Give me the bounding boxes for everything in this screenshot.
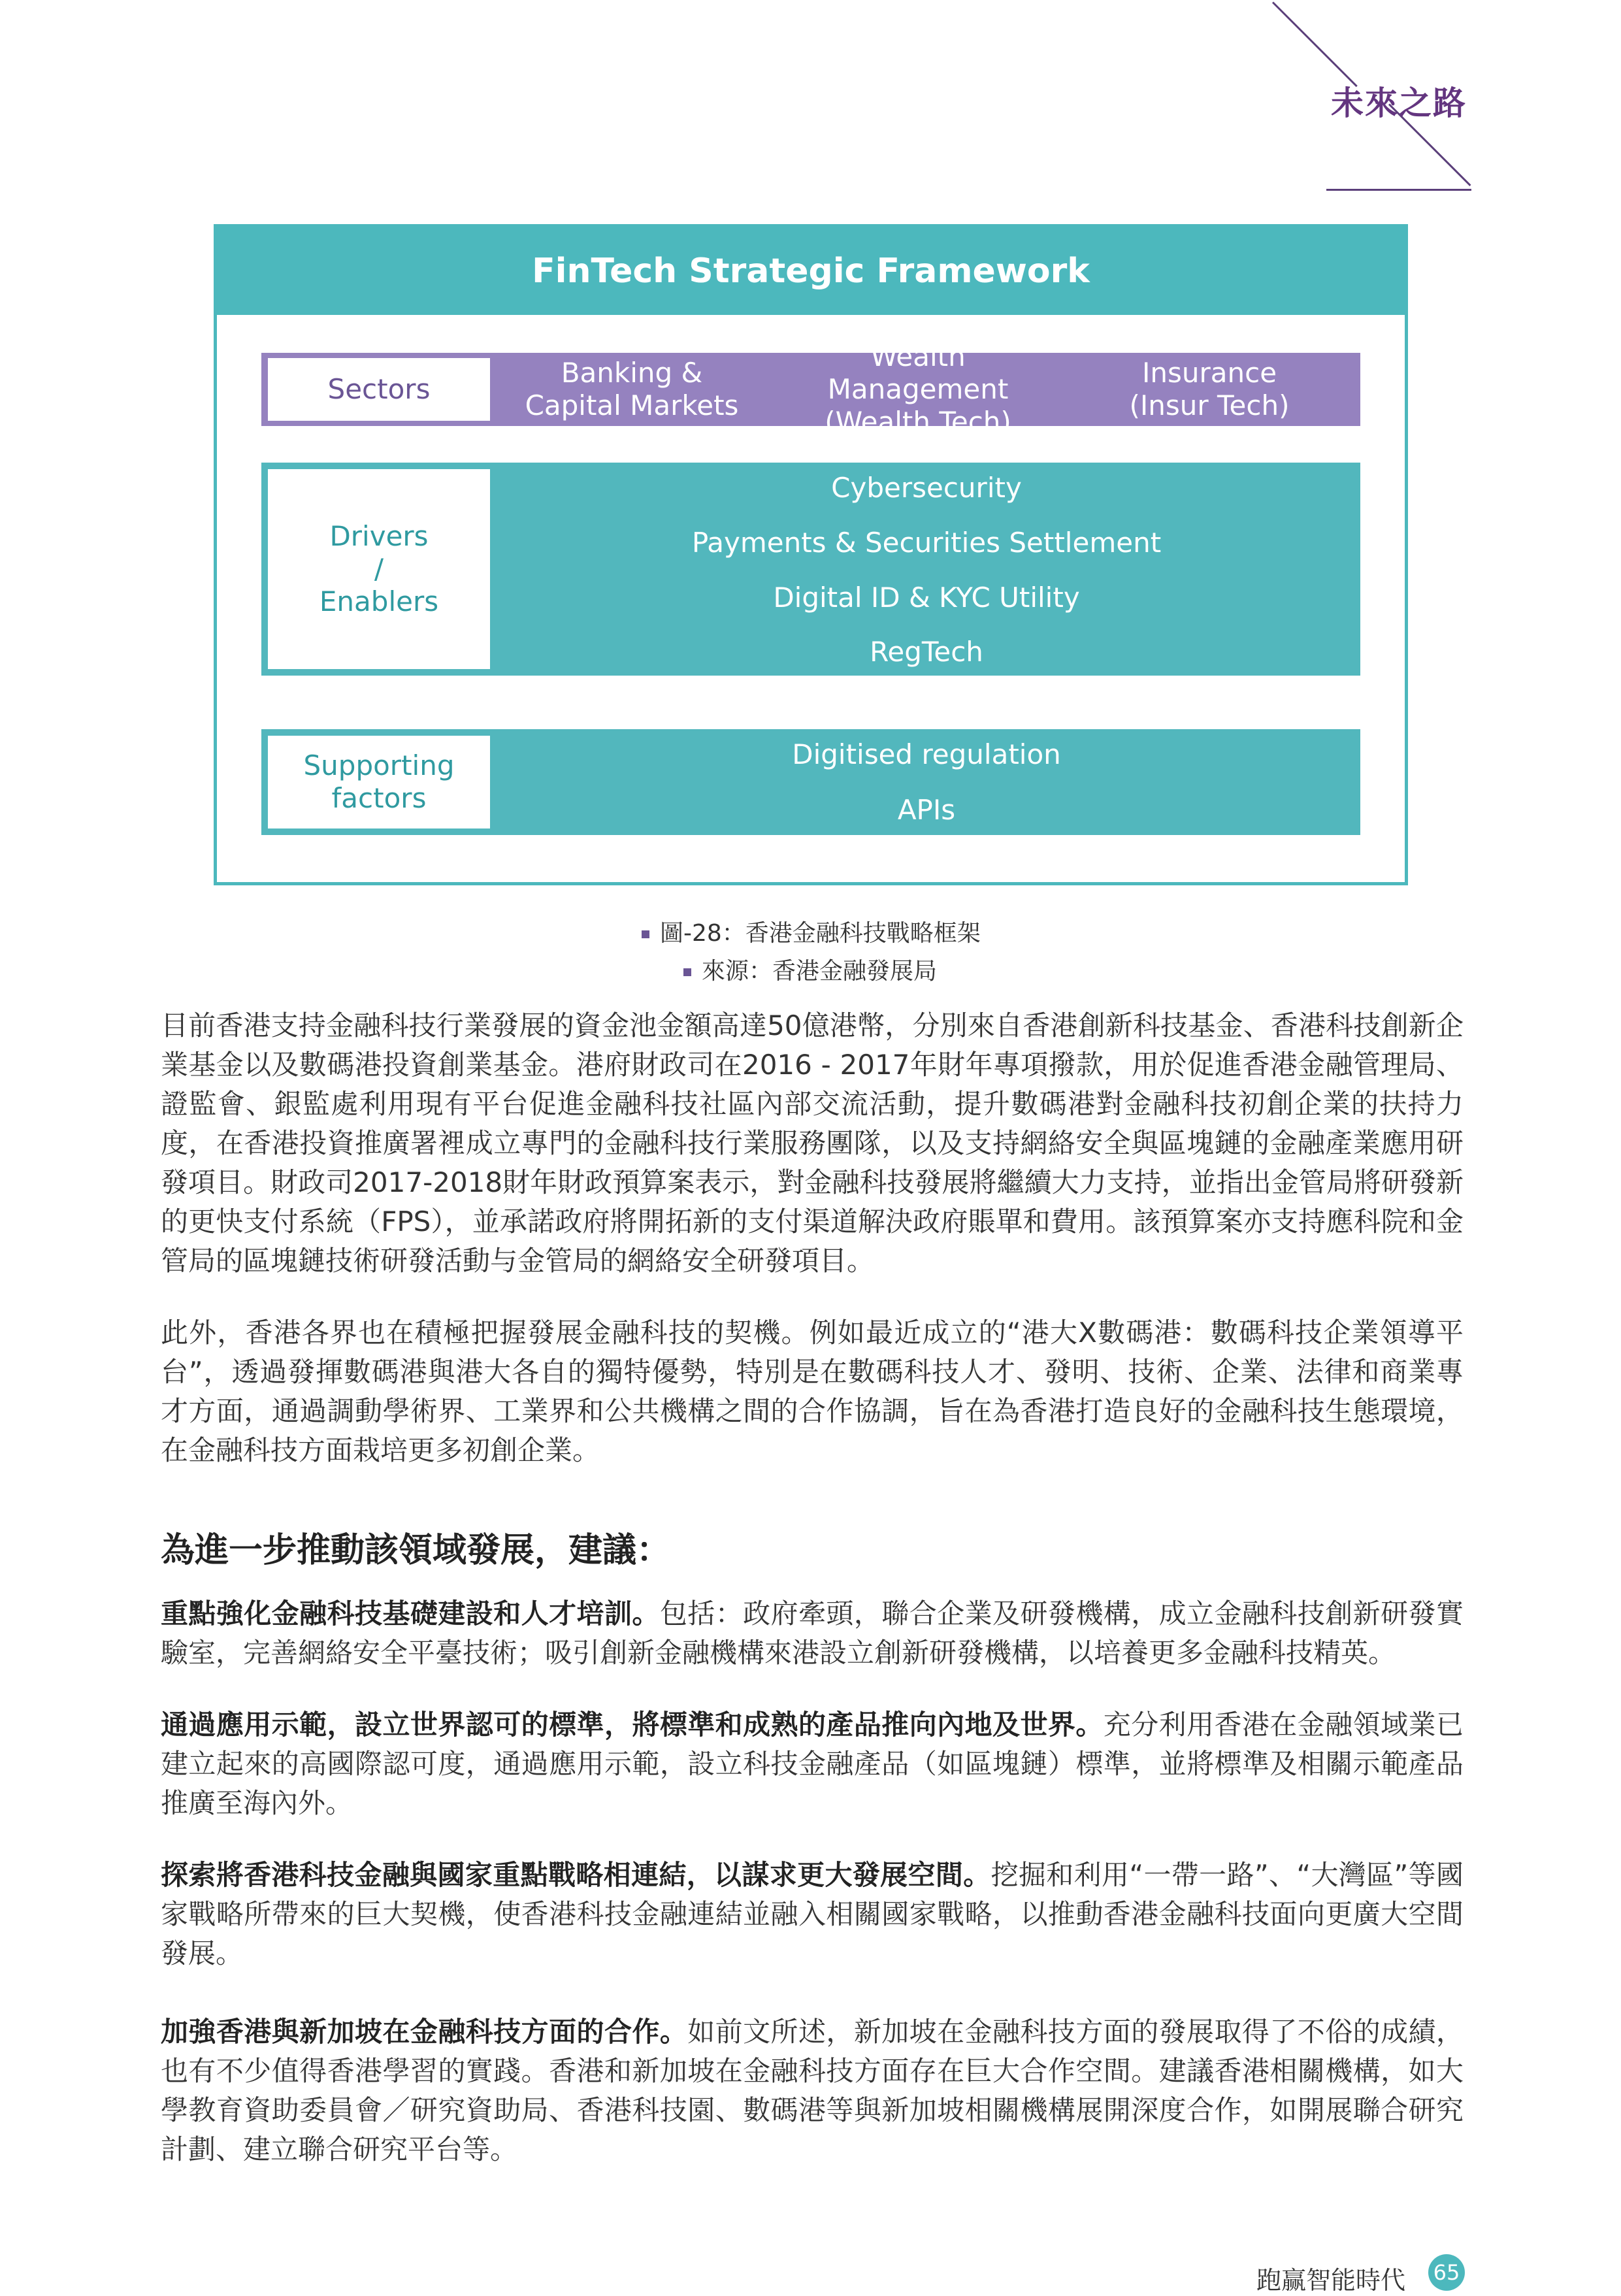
fintech-framework-figure [214, 224, 1408, 885]
section-heading: 為進一步推動該領域發展，建議： [161, 1531, 671, 1570]
page-number: 65 [1428, 2254, 1465, 2291]
support-apis: APIs [493, 785, 1360, 835]
sector-insurance: Insurance (Insur Tech) [1064, 358, 1355, 421]
driver-digital-id-kyc: Digital ID & KYC Utility [493, 574, 1360, 622]
recommendation-item: 加強香港與新加坡在金融科技方面的合作。如前文所述，新加坡在金融科技方面的發展取得了不俗的成績，也有不少值得香港學習的實踐。香港和新加坡在金融科技方面存在巨大合作空間。建議香港相關機構，如大學教育資助委員會／研究資助局、香港科技園、數碼港等與新加坡相關機構展開深度合作，如開展聯合研究計劃、建立聯合研究平台等。 [161, 2016, 1464, 2165]
paragraph-funding: 目前香港支持金融科技行業發展的資金池金額高達50億港幣，分別來自香港創新科技基金、香港科技創新企業基金以及數碼港投資創業基金。港府財政司在2016 - 2017年財年專項撥款，用於促進香港金融管理局、證監會、銀監處利用現有平台促進金融科技社區內部交流活動，提升數碼港對金融科技初創企業的扶持力度，在香港投資推廣署裡成立專門的金融科技行業服務團隊，以及支持網絡安全與區塊鏈的金融產業應用研發項目。財政司2017-2018財年財政預算案表示，對金融科技發展將繼續大力支持，並指出金管局將研發新的更快支付系統（FPS），並承諾政府將開拓新的支付渠道解決政府賬單和費用。該預算案亦支持應科院和金管局的區塊鏈技術研發活動与金管局的網絡安全研發項目。 [161, 1009, 1464, 1277]
sector-wealth-management: Wealth Management (Wealth Tech) [779, 358, 1057, 421]
header-underline [1326, 189, 1471, 191]
recommendation-item: 探索將香港科技金融與國家重點戰略相連結，以謀求更大發展空間。挖掘和利用“一帶一路”、“大灣區”等國家戰略所帶來的巨大契機，使香港科技金融連結並融入相關國家戰略，以推動香港金融科技面向更廣大空間發展。 [161, 1859, 1464, 1969]
driver-payments-settlement: Payments & Securities Settlement [493, 519, 1360, 567]
drivers-label: Drivers / Enablers [268, 469, 490, 669]
framework-title: FinTech Strategic Framework [217, 227, 1405, 315]
recommendation-item: 通過應用示範，設立世界認可的標準，將標準和成熟的產品推向內地及世界。充分利用香港在金融領域業已建立起來的高國際認可度，通過應用示範，設立科技金融產品（如區塊鏈）標準，並將標準及相關示範產品推廣至海內外。 [161, 1709, 1464, 1819]
header-diagonal-top [1272, 1, 1358, 87]
sectors-label: Sectors [268, 358, 490, 421]
header-title: 未來之路 [1331, 84, 1467, 122]
paragraph-hku-cyberport: 此外，香港各界也在積極把握發展金融科技的契機。例如最近成立的“港大X數碼港：數碼科技企業領導平台”，透過發揮數碼港與港大各自的獨特優勢，特別是在數碼科技人才、發明、技術、企業、法律和商業專才方面，通過調動學術界、工業界和公共機構之間的合作協調，旨在為香港打造良好的金融科技生態環境，在金融科技方面栽培更多初創企業。 [161, 1317, 1464, 1466]
figure-caption: 圖-28：香港金融科技戰略框架 [642, 915, 981, 948]
caption-bullet-icon [683, 968, 691, 976]
sector-banking: Banking & Capital Markets [493, 358, 771, 421]
footer-book-title: 跑赢智能時代 [1256, 2266, 1405, 2295]
recommendation-item: 重點強化金融科技基礎建設和人才培訓。包括：政府牽頭，聯合企業及研發機構，成立金融科技創新研發實驗室，完善網絡安全平臺技術；吸引創新金融機構來港設立創新研發機構，以培養更多金融科技精英。 [161, 1598, 1464, 1669]
driver-cybersecurity: Cybersecurity [493, 464, 1360, 512]
support-digitised-regulation: Digitised regulation [493, 730, 1360, 779]
caption-bullet-icon [642, 930, 649, 938]
supporting-label: Supporting factors [268, 736, 490, 828]
source-caption: 來源：香港金融發展局 [683, 953, 937, 986]
driver-regtech: RegTech [493, 629, 1360, 676]
